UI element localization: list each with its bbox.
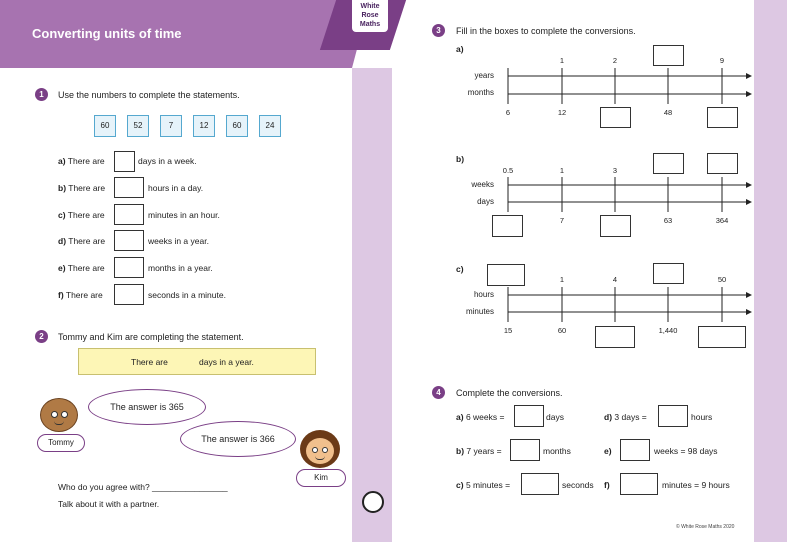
question-number-4: 4 [432, 386, 445, 399]
page-title: Converting units of time [32, 26, 182, 41]
number-card: 60 [226, 115, 248, 137]
answer-box[interactable] [707, 153, 738, 174]
q4-item-d: d) 3 days = [604, 412, 647, 422]
answer-box[interactable] [114, 257, 144, 278]
answer-box[interactable] [707, 107, 738, 128]
q3-part-b-letter: b) [456, 154, 465, 164]
answer-box[interactable] [600, 107, 631, 128]
q4-item-f-end: minutes = 9 hours [662, 480, 730, 490]
white-rose-maths-logo: White Rose Maths [350, 0, 390, 34]
q2-talk: Talk about it with a partner. [58, 499, 160, 509]
tick-label: 12 [557, 108, 567, 117]
q1-statement-a: a) There are [58, 156, 105, 166]
q2-question: Who do you agree with? ________________ [58, 482, 228, 492]
answer-box[interactable] [600, 215, 631, 237]
number-card: 24 [259, 115, 281, 137]
answer-box[interactable] [114, 284, 144, 305]
tick-label: 50 [717, 275, 727, 284]
q3-prompt: Fill in the boxes to complete the conversions. [456, 26, 636, 36]
tick-label: 9 [719, 56, 725, 65]
q4-item-e-letter: e) [604, 446, 612, 456]
tick-label: 1,440 [658, 326, 678, 335]
tick-label: 6 [505, 108, 511, 117]
scrollbar-track[interactable] [754, 0, 787, 542]
nl-b-top-label: weeks [471, 180, 494, 189]
answer-box[interactable] [492, 215, 523, 237]
answer-box[interactable] [114, 151, 135, 172]
q1-statement-d-end: weeks in a year. [148, 236, 209, 246]
q4-item-b-end: months [543, 446, 571, 456]
tick-label: 63 [663, 216, 673, 225]
chat-bubble-icon[interactable] [362, 491, 384, 513]
answer-box[interactable] [653, 263, 684, 284]
number-line-a [508, 68, 752, 104]
q1-statement-c: c) There are [58, 210, 105, 220]
kim-name-tag: Kim [296, 469, 346, 487]
q4-item-a-end: days [546, 412, 564, 422]
number-card: 52 [127, 115, 149, 137]
q1-statement-e: e) There are [58, 263, 105, 273]
q4-item-a: a) 6 weeks = [456, 412, 505, 422]
answer-box[interactable] [114, 230, 144, 251]
q4-item-e-end: weeks = 98 days [654, 446, 718, 456]
tommy-name-tag: Tommy [37, 434, 85, 452]
number-card: 60 [94, 115, 116, 137]
statement-box: There are days in a year. [78, 348, 316, 375]
tommy-avatar [40, 398, 78, 432]
answer-box[interactable] [521, 473, 559, 495]
answer-box[interactable] [658, 405, 688, 427]
q4-item-c-end: seconds [562, 480, 594, 490]
answer-box[interactable] [653, 45, 684, 66]
tick-label: 48 [663, 108, 673, 117]
q4-item-c: c) 5 minutes = [456, 480, 511, 490]
q1-statement-c-end: minutes in an hour. [148, 210, 220, 220]
answer-box[interactable] [514, 405, 544, 427]
tick-label: 1 [559, 56, 565, 65]
q1-statement-d: d) There are [58, 236, 106, 246]
tick-label: 3 [612, 166, 618, 175]
tick-label: 364 [715, 216, 729, 225]
page-divider-strip [352, 68, 392, 542]
nl-a-top-label: years [474, 71, 494, 80]
q4-item-f-letter: f) [604, 480, 610, 490]
kim-speech-bubble: The answer is 366 [180, 421, 296, 457]
copyright: © White Rose Maths 2020 [676, 524, 735, 530]
q1-statement-e-end: months in a year. [148, 263, 213, 273]
tick-label: 1 [559, 275, 565, 284]
tommy-speech-bubble: The answer is 365 [88, 389, 206, 425]
q4-item-d-end: hours [691, 412, 713, 422]
q3-part-c-letter: c) [456, 264, 464, 274]
tick-label: 7 [559, 216, 565, 225]
q1-prompt: Use the numbers to complete the statements. [58, 90, 240, 100]
question-number-3: 3 [432, 24, 445, 37]
q1-statement-b: b) There are [58, 183, 106, 193]
number-card: 7 [160, 115, 182, 137]
nl-c-bottom-label: minutes [465, 307, 494, 316]
number-line-b [508, 177, 752, 212]
nl-a-bottom-label: months [467, 88, 494, 97]
q4-item-b: b) 7 years = [456, 446, 502, 456]
answer-box[interactable] [487, 264, 525, 286]
answer-box[interactable] [698, 326, 746, 348]
kim-avatar [300, 430, 340, 468]
question-number-1: 1 [35, 88, 48, 101]
tick-label: 2 [612, 56, 618, 65]
q1-statement-a-end: days in a week. [138, 156, 197, 166]
tick-label: 15 [503, 326, 513, 335]
q4-prompt: Complete the conversions. [456, 388, 563, 398]
q2-prompt: Tommy and Kim are completing the statement. [58, 332, 244, 342]
number-card: 12 [193, 115, 215, 137]
q1-statement-b-end: hours in a day. [148, 183, 204, 193]
nl-b-bottom-label: days [477, 197, 494, 206]
question-number-2: 2 [35, 330, 48, 343]
tick-label: 0.5 [502, 166, 514, 175]
answer-box[interactable] [620, 473, 658, 495]
q1-statement-f-end: seconds in a minute. [148, 290, 226, 300]
tick-label: 1 [559, 166, 565, 175]
answer-box[interactable] [114, 204, 144, 225]
q1-statement-f: f) There are [58, 290, 103, 300]
tick-label: 4 [612, 275, 618, 284]
answer-box[interactable] [114, 177, 144, 198]
answer-box[interactable] [510, 439, 540, 461]
q3-part-a-letter: a) [456, 44, 464, 54]
number-line-c [508, 287, 752, 322]
answer-box[interactable] [595, 326, 635, 348]
tick-label: 60 [557, 326, 567, 335]
nl-c-top-label: hours [473, 290, 494, 299]
answer-box[interactable] [653, 153, 684, 174]
answer-box[interactable] [620, 439, 650, 461]
